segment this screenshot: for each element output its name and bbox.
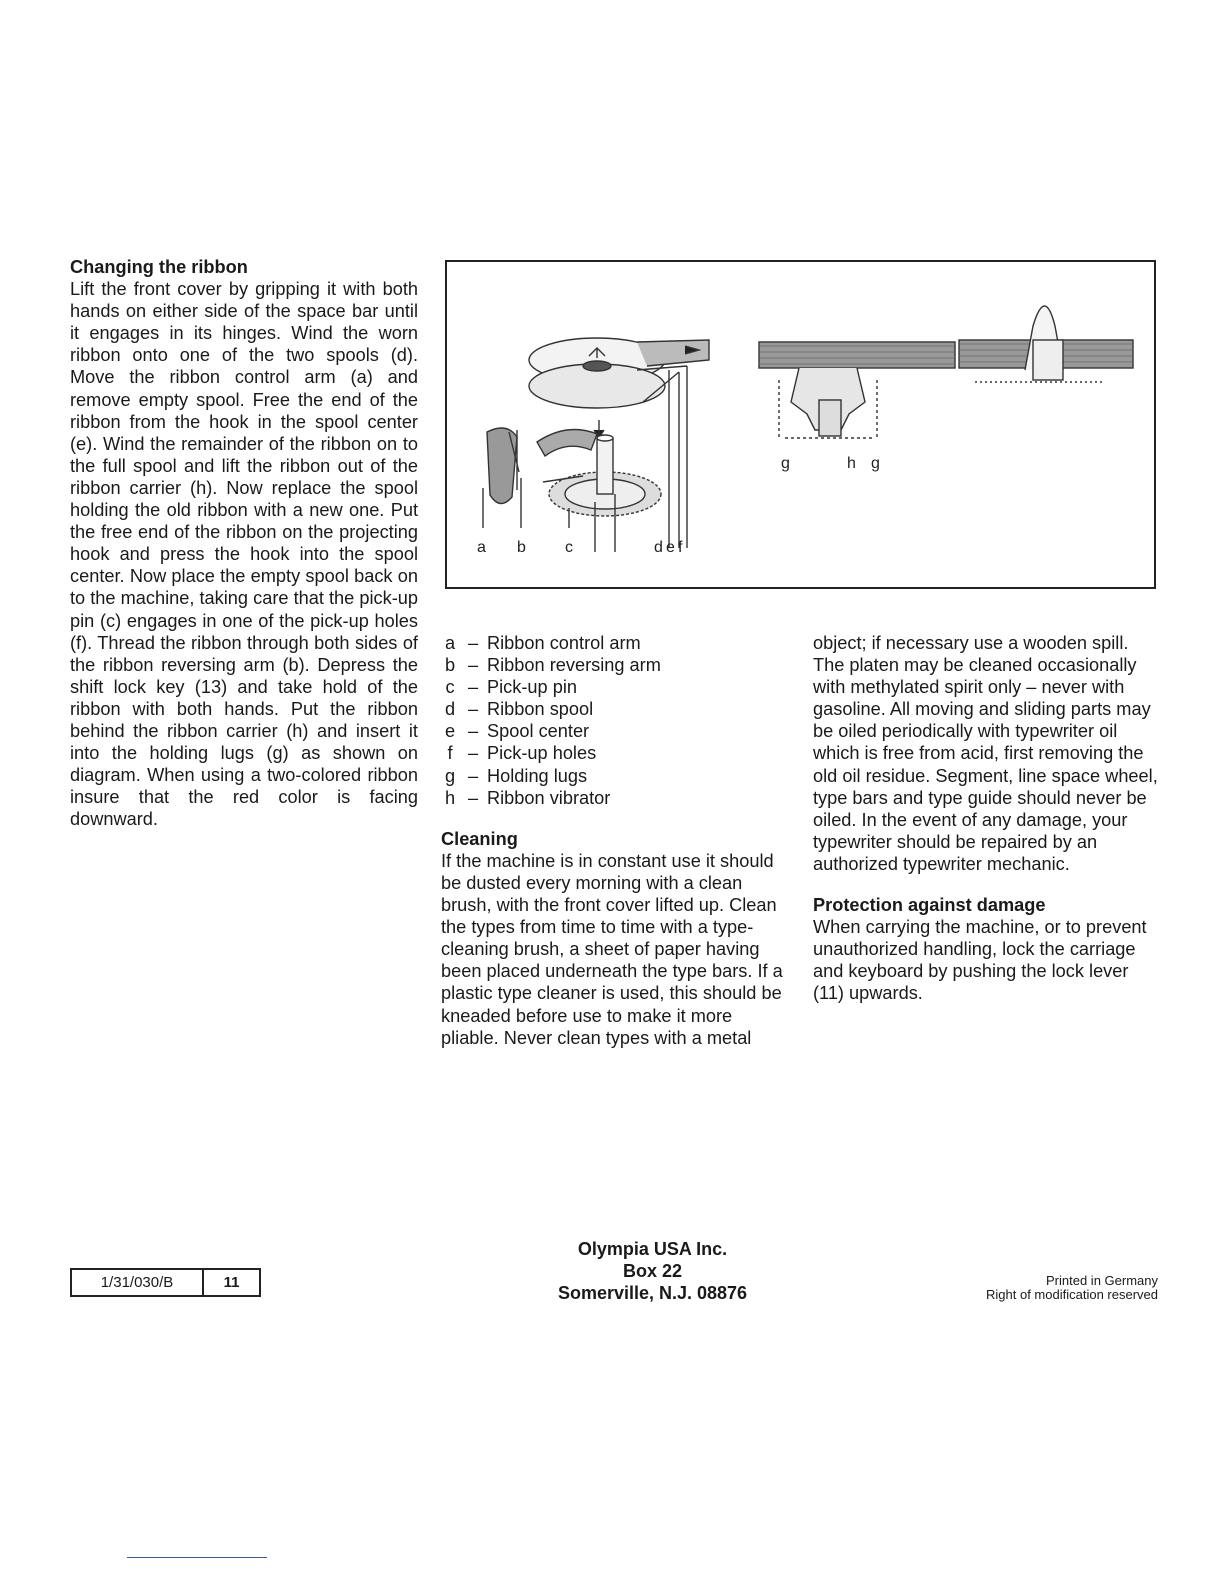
publisher-address [530,1238,775,1304]
cleaning-and-protection [813,632,1163,1005]
figure-label-f: f [678,539,683,556]
cleaning-body: If the machine is in constant use it should be dusted every morning with a clean brush, with the front cover lifted up. Clean the types from time to time with a type-cleaning brush, a sheet of paper having been placed underneath the type bars. If a plastic type cleaner is used, this should be kneaded before use to make it more pliable. Never clean types with a metal [441,850,783,1048]
ribbon-diagram [445,260,1156,589]
cleaning-body-continued: object; if necessary use a wooden spill. The platen may be cleaned occasionally with methylated spirit only – never with gasoline. All moving and sliding parts may be oiled periodically with typewriter oil which is free from acid, first removing the old oil residue. Segment, line space wheel, type bars and type guide should never be oiled. In the event of any damage, your typewriter should be repaired by an authorized typewriter mechanic. [813,633,1158,874]
figure-label-h: h [847,455,856,472]
legend-item: g – Holding lugs [444,765,588,786]
legend-and-cleaning [441,632,791,1049]
figure-label-c: c [565,539,573,556]
figure-label-g-right: g [871,455,880,472]
ribbon-heading: Changing the ribbon [70,257,248,277]
figure-label-g-left: g [781,455,790,472]
legend-item: b – Ribbon reversing arm [444,655,661,676]
ribbon-mechanism-illustration [447,262,1158,591]
rights-notice: Right of modification reserved [986,1287,1158,1302]
ribbon-section [70,256,418,830]
legend-item: f – Pick-up holes [447,743,597,764]
protection-body: When carrying the machine, or to prevent unauthorized handling, lock the carriage and keyboard by pushing the lock lever (11) upwards. [813,917,1147,1004]
legend-item: d – Ribbon spool [444,699,594,720]
legend-item: c – Pick-up pin [445,677,577,698]
document-code: 1/31/030/B [72,1270,204,1295]
legend-item: a – Ribbon control arm [444,633,641,653]
company-name: Olympia USA Inc. [577,1239,728,1259]
print-notice [986,1274,1158,1302]
page-number: 11 [223,1274,240,1291]
legend-item: e – Spool center [444,721,590,742]
printed-in: Printed in Germany [1046,1273,1158,1288]
protection-heading: Protection against damage [813,895,1046,916]
legend-list [441,632,791,809]
address-box: Box 22 [622,1261,683,1281]
figure-label-d: d [654,539,663,556]
footer-rule [127,1557,267,1558]
address-city: Somerville, N.J. 08876 [557,1283,748,1303]
figure-label-b: b [517,539,526,556]
figure-label-a: a [477,539,486,556]
figure-label-e: e [666,539,675,556]
cleaning-heading: Cleaning [441,828,518,849]
ribbon-body: Lift the front cover by gripping it with both hands on either side of the space bar until it engages in its hinges. Wind the worn ribbon onto one of the two spools (d). Move the ribbon control arm (a) and remove empty spool. Free the end of the ribbon from the hook in the spool center (e). Wind the remainder of the ribbon on to the full spool and lift the ribbon out of the ribbon carrier (h). Now replace the spool holding the old ribbon with a new one. Put the free end of the ribbon on the projecting hook and press the hook into the spool center. Now place the empty spool back on to the machine, taking care that the pick-up pin (c) engages in one of the pick-up holes (f). Thread the ribbon through both sides of the ribbon reversing arm (b). Depress the shift lock key (13) and take hold of the ribbon with both hands. Put the ribbon behind the ribbon carrier (h) and insert it into the holding lugs (g) as shown on diagram. When using a two-colored ribbon insure that the red color is facing downward. [70,279,418,830]
document-code-box [70,1268,261,1297]
legend-item: h – Ribbon vibrator [444,787,611,808]
